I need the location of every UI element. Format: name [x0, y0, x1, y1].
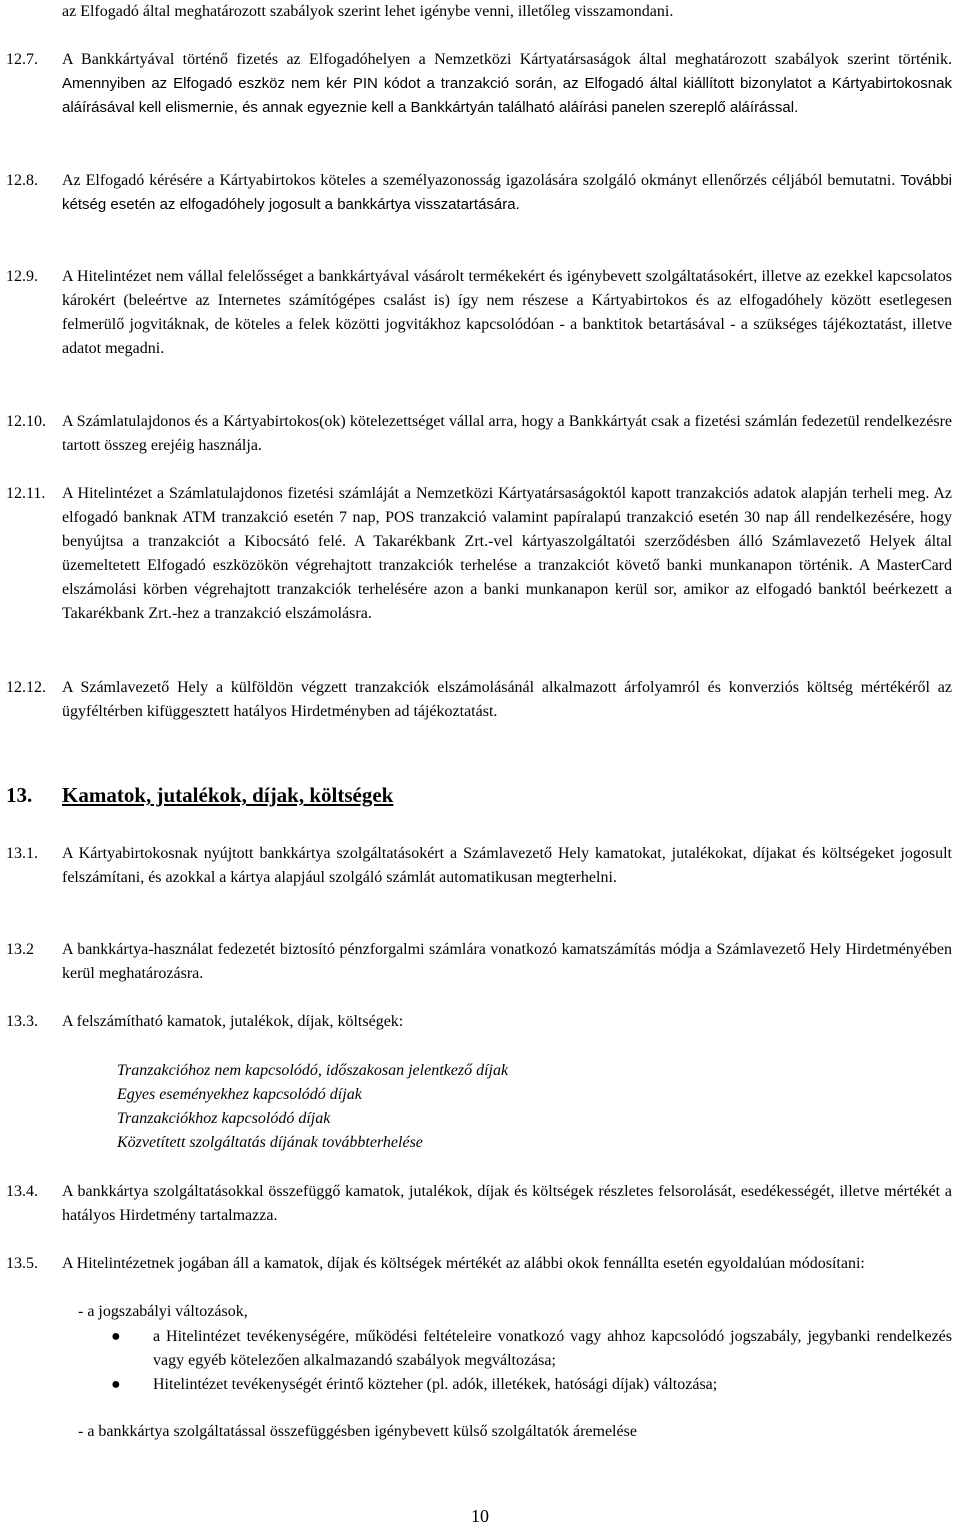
list-item: Közvetített szolgáltatás díjának továbbterhelése	[117, 1134, 423, 1151]
chapter-heading	[6, 783, 393, 807]
section-text-sans: Amennyiben az Elfogadó eszköz nem kér PIN kódot a tranzakció során, az Elfogadó által kiállított bizonylatot a Kártyabirtokosnak aláírásával kell elismernie, és annak egyeznie kell a Bankkártyán található aláírási panelen szereplő aláírással.	[62, 75, 952, 116]
section-12-10	[0, 410, 952, 458]
chapter-number: 13.	[6, 783, 33, 807]
section-number: 13.1.	[6, 845, 38, 862]
section-text: A bankkártya-használat fedezetét biztosító pénzforgalmi számlára vonatkozó kamatszámítás módja a Számlavezető Hely Hirdetményében kerül meghatározásra.	[62, 941, 952, 982]
section-text: A felszámítható kamatok, jutalékok, díjak, költségek:	[62, 1013, 404, 1030]
section-text: A Bankkártyával történő fizetés az Elfogadóhelyen a Nemzetközi Kártyatársaságok által meghatározott szabályok szerint történik.	[62, 51, 952, 68]
section-number: 12.8.	[6, 172, 38, 189]
bullet-icon: ●	[111, 1328, 121, 1345]
section-12-8	[0, 169, 952, 217]
section-number: 13.4.	[6, 1183, 38, 1200]
section-text: A Kártyabirtokosnak nyújtott bankkártya szolgáltatásokért a Számlavezető Hely kamatokat, jutalékokat, díjakat és költségeket jogosult felszámítani, és azokkal a kártya alapjául szolgáló számlát automatikusan megterhelni.	[62, 845, 952, 886]
section-text: A Számlatulajdonos és a Kártyabirtokos(ok) kötelezettséget vállal arra, hogy a Bankkártyát csak a fizetési számlán fedezetül rendelkezésre tartott összeg erejéig használja.	[62, 413, 952, 454]
section-13-1	[0, 842, 952, 890]
fee-category-list	[117, 1059, 508, 1155]
section-13-3	[0, 1010, 952, 1034]
section-number: 12.9.	[6, 268, 38, 285]
page-number: 10	[471, 1506, 489, 1526]
section-number: 12.11.	[6, 485, 46, 502]
section-text: A Hitelintézetnek jogában áll a kamatok, díjak és költségek mértékét az alábbi okok fennállta esetén egyoldalúan módosítani:	[62, 1255, 865, 1272]
list-item: ● a Hitelintézet tevékenységére, működési feltételeire vonatkozó vagy ahhoz kapcsolódó jogszabály, jegybanki rendelkezés vagy egyéb kötelezően alkalmazandó szabályok megváltozása;	[153, 1325, 952, 1373]
section-text: A Hitelintézet a Számlatulajdonos fizetési számláját a Nemzetközi Kártyatársaságoktól kapott tranzakciós adatok alapján terheli meg. Az elfogadó banknak ATM tranzakció esetén 7 nap, POS tranzakció valamint papíralapú tranzakció esetén 30 nap áll rendelkezésére, hogy benyújtsa a tranzakciót a Kibocsátó felé. A Takarékbank Zrt.-vel kártyaszolgáltatói szerződésben álló Számlavezető Helyek által üzemeltetett Elfogadó eszközökön végrehajtott tranzakciók terhelése a tranzakciót követő banki munkanapon történik. A MasterCard elszámolási körben végrehajtott tranzakciók terhelésére azon a banki munkanapon kerül sor, amikor az elfogadó banktól beérkezett a Takarékbank Zrt.-hez a tranzakció elszámolásra.	[62, 485, 952, 622]
section-text-sans: További kétség esetén az elfogadóhely jogosult a bankkártya visszatartására.	[62, 172, 953, 213]
section-number: 13.2	[6, 941, 34, 958]
section-12-11	[0, 482, 952, 626]
list-item: Tranzakcióhoz nem kapcsolódó, időszakosan jelentkező díjak	[117, 1062, 509, 1079]
section-text: A bankkártya szolgáltatásokkal összefüggő kamatok, jutalékok, díjak és költségek részletes felsorolását, esedékességét, illetve mértékét a hatályos Hirdetmény tartalmazza.	[62, 1183, 952, 1224]
dash-item: - a bankkártya szolgáltatással összefüggésben igénybevett külső szolgáltatók áremelése	[78, 1423, 637, 1440]
section-13-4	[0, 1180, 952, 1228]
section-13-5	[0, 1252, 952, 1276]
section-number: 12.12.	[6, 679, 46, 696]
dash-item: - a jogszabályi változások,	[78, 1303, 248, 1320]
section-text: A Számlavezető Hely a külföldön végzett tranzakciók elszámolásánál alkalmazott árfolyamról és konverziós költség mértékéről az ügyféltérben kifüggesztett hatályos Hirdetményben ad tájékoztatást.	[62, 679, 952, 720]
continuation-line: az Elfogadó által meghatározott szabályok szerint lehet igénybe venni, illetőleg visszamondani.	[62, 3, 674, 20]
list-item: Egyes eseményekhez kapcsolódó díjak	[117, 1086, 362, 1103]
section-number: 13.5.	[6, 1255, 38, 1272]
section-number: 12.10.	[6, 413, 46, 430]
reason-bullet-list	[0, 1325, 952, 1397]
section-text: A Hitelintézet nem vállal felelősséget a bankkártyával vásárolt termékekért és igénybevett szolgáltatásokért, illetve az ezekkel kapcsolatos károkért (beleértve az Internetes számítógépes csalást is) így nem részese a Kártyabirtokos és az elfogadóhely között esetlegesen felmerülő jogvitáknak, de köteles a felek közötti jogvitákhoz kapcsolódóan - a banktitok betartásával - a szükséges tájékoztatást, illetve adatot megadni.	[62, 268, 952, 357]
chapter-title: Kamatok, jutalékok, díjak, költségek	[62, 783, 394, 807]
section-12-12	[0, 676, 952, 724]
section-12-9	[0, 265, 952, 361]
section-number: 13.3.	[6, 1013, 38, 1030]
list-item: ● Hitelintézet tevékenységét érintő közteher (pl. adók, illetékek, hatósági díjak) változása;	[153, 1373, 952, 1397]
bullet-icon: ●	[111, 1376, 121, 1393]
section-13-2	[0, 938, 952, 986]
section-12-7	[0, 48, 952, 120]
section-text: Az Elfogadó kérésére a Kártyabirtokos köteles a személyazonosság igazolására szolgáló okmányt ellenőrzés céljából bemutatni.	[62, 172, 896, 189]
list-item: Tranzakciókhoz kapcsolódó díjak	[117, 1110, 331, 1127]
section-number: 12.7.	[6, 51, 38, 68]
